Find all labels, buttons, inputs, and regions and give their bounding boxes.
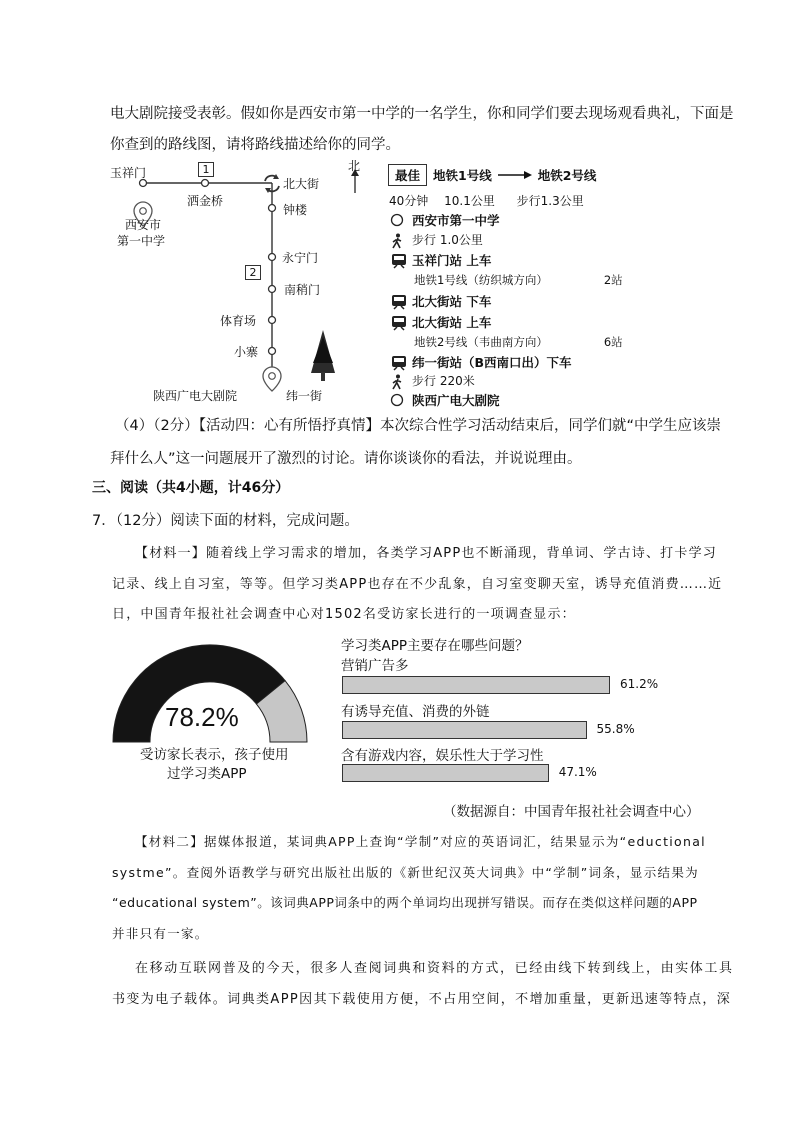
q4-line-2: 拜什么人”这一问题展开了激烈的讨论。请你谈谈你的看法，并说说理由。	[110, 451, 582, 467]
route-map-lines	[108, 155, 378, 405]
source-note: （数据源自：中国青年报社社会调查中心）	[443, 804, 700, 820]
route-step	[390, 251, 491, 269]
route-step	[390, 211, 500, 229]
q4-line-1: （4）（2分）【活动四：心有所悟抒真情】本次综合性学习活动结束后，同学们就“中学生应该崇	[115, 418, 721, 434]
label-yuxiangmen: 玉祥门	[110, 166, 147, 180]
label-nanshaomen: 南稍门	[284, 283, 321, 297]
q7-heading: 7．（12分）阅读下面的材料，完成问题。	[92, 513, 359, 529]
route-summary-line1: 地铁1号线	[433, 168, 492, 183]
para3-line-1: 在移动互联网普及的今天，很多人查阅词典和资料的方式，已经由线下转到线上，由实体工具	[135, 961, 734, 976]
route-step	[390, 391, 500, 409]
train-icon	[390, 253, 406, 267]
gauge-value-label: 78.2%	[165, 702, 239, 732]
route-walk-total: 步行1.3公里	[516, 194, 584, 208]
line2-marker: 2	[245, 265, 261, 280]
route-time: 40分钟	[389, 194, 429, 208]
bar	[342, 721, 587, 739]
bar-container	[340, 632, 670, 792]
route-step	[390, 313, 491, 331]
train-icon	[390, 355, 406, 369]
label-school-1: 西安市	[125, 218, 162, 232]
route-step-text: 地铁1号线（纺织城方向）	[414, 273, 548, 287]
label-school-2: 第一中学	[117, 234, 166, 248]
material2-line-1: 【材料二】据媒体报道，某词典APP上查询“学制”对应的英语词汇，结果显示为“eductional	[135, 834, 706, 849]
route-step-text: 北大街站 下车	[412, 294, 492, 309]
bar-chart	[340, 632, 670, 792]
section-heading: 三、阅读（共4小题，计46分）	[92, 480, 290, 496]
route-step-text: 步行 220米	[412, 374, 475, 388]
route-summary	[388, 164, 596, 186]
route-stats	[389, 192, 584, 209]
origin-circle-icon	[390, 213, 406, 227]
label-theater: 陕西广电大剧院	[153, 389, 238, 403]
bar-value-label: 61.2%	[620, 677, 659, 691]
bar	[342, 764, 549, 782]
bar-category-label: 有诱导充值、消费的外链	[341, 704, 490, 720]
route-step-stops: 2站	[603, 273, 623, 287]
label-weiyijie: 纬一街	[286, 389, 323, 403]
material1-line-2: 记录、线上自习室，等等。但学习类APP也存在不少乱象，自习室变聊天室，诱导充值消费……近	[112, 577, 723, 592]
label-tiyuchang: 体育场	[220, 314, 257, 328]
route-step-text: 西安市第一中学	[412, 213, 500, 228]
label-zhonglou: 钟楼	[283, 203, 308, 217]
material1-line-3: 日，中国青年报社社会调查中心对1502名受访家长进行的一项调查显示：	[112, 607, 576, 622]
bar-value-label: 55.8%	[596, 722, 635, 736]
gauge-caption-1: 受访家长表示，孩子使用	[140, 747, 289, 763]
route-step	[390, 231, 483, 248]
material2-line-4: 并非只有一家。	[112, 926, 209, 941]
train-icon	[390, 315, 406, 329]
route-step-text: 步行 1.0公里	[412, 233, 483, 247]
stop-yongningmen	[269, 254, 276, 261]
route-distance: 10.1公里	[444, 194, 495, 208]
route-step	[390, 353, 572, 371]
stop-sajinqiao	[202, 180, 209, 187]
route-step-text: 地铁2号线（韦曲南方向）	[414, 335, 548, 349]
route-step	[414, 334, 623, 350]
intro-line-2: 你查到的路线图，请将路线描述给你的同学。	[110, 137, 400, 153]
route-step-text: 北大街站 上车	[412, 315, 492, 330]
label-north: 北	[348, 159, 361, 173]
bar-category-label: 营销广告多	[341, 658, 409, 674]
gauge-chart	[110, 638, 310, 788]
stop-xiaozhai	[269, 348, 276, 355]
walk-icon	[390, 233, 406, 247]
label-beidajie: 北大街	[283, 177, 320, 191]
stop-zhonglou	[269, 205, 276, 212]
train-icon	[390, 294, 406, 308]
walk-icon	[390, 374, 406, 388]
gauge-caption-2: 过学习类APP	[167, 766, 247, 782]
route-summary-line2: 地铁2号线	[537, 168, 597, 183]
arrow-right-icon	[498, 170, 532, 180]
tree-icon	[311, 330, 335, 381]
theater-pin-icon	[263, 367, 281, 391]
route-step-text: 纬一街站（B西南口出）下车	[412, 355, 572, 370]
stop-tiyuchang	[269, 317, 276, 324]
intro-line-1: 电大剧院接受表彰。假如你是西安市第一中学的一名学生，你和同学们要去现场观看典礼，下面是	[110, 106, 734, 122]
route-step	[414, 272, 623, 288]
label-xiaozhai: 小寨	[234, 345, 259, 359]
para3-line-2: 书变为电子载体。词典类APP因其下载使用方便，不占用空间，不增加重量，更新迅速等特点，深	[112, 992, 732, 1007]
stop-nanshaomen	[269, 286, 276, 293]
material2-line-3: “educational system”。该词典APP词条中的两个单词均出现拼写错误。而存在类似这样问题的APP	[112, 895, 698, 910]
destination-circle-icon	[390, 393, 406, 407]
material1-line-1: 【材料一】随着线上学习需求的增加，各类学习APP也不断涌现，背单词、学古诗、打卡学习	[135, 546, 717, 561]
label-yongningmen: 永宁门	[282, 251, 319, 265]
bar-chart-title: 学习类APP主要存在哪些问题？	[341, 638, 529, 654]
bar-value-label: 47.1%	[558, 765, 597, 779]
label-sajinqiao: 洒金桥	[187, 194, 224, 208]
route-map	[108, 155, 378, 405]
route-step	[390, 372, 475, 389]
bar	[342, 676, 610, 694]
best-tag: 最佳	[388, 164, 427, 186]
route-step-text: 陕西广电大剧院	[412, 393, 500, 408]
route-step	[390, 292, 491, 310]
route-step-text: 玉祥门站 上车	[412, 253, 492, 268]
route-step-stops: 6站	[603, 335, 623, 349]
material2-line-2: systme”。查阅外语教学与研究出版社出版的《新世纪汉英大词典》中“学制”词条，显示结果为	[112, 865, 699, 880]
line1-marker: 1	[198, 162, 214, 177]
bar-category-label: 含有游戏内容，娱乐性大于学习性	[341, 748, 544, 764]
